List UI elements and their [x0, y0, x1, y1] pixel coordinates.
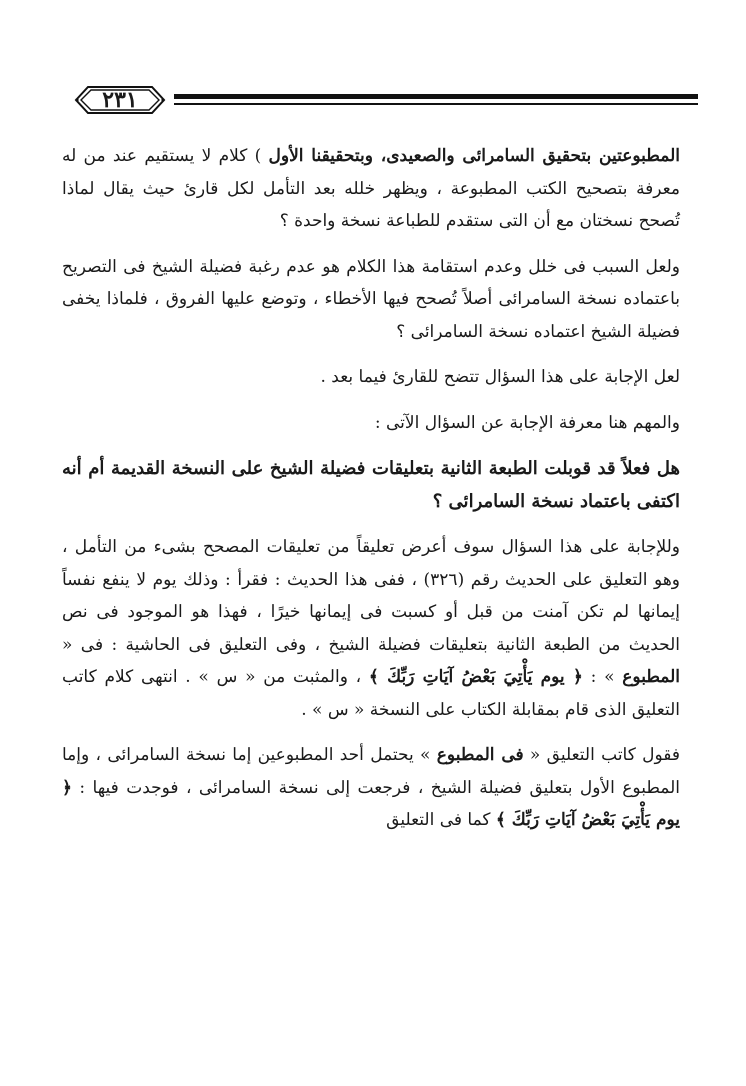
page-header: [62, 84, 698, 118]
bold-phrase: المطبوع: [622, 667, 680, 687]
header-rule-thick: [174, 94, 698, 99]
page-body: [62, 140, 680, 837]
paragraph-text: ) كلام لا يستقيم عند من له معرفة بتصحيح الكتب المطبوعة ، ويظهر خلله بعد التأمل لكل قارئ حيث يقال لماذا تُصحح نسختان مع أن التى ستقدم للطباعة نسخة واحدة ؟: [62, 146, 680, 231]
paragraph-text: وللإجابة على هذا السؤال سوف أعرض تعليقاً من تعليقات المصحح بشىء من التأمل ، وهو التعليق على الحديث رقم (٣٢٦) ، ففى هذا الحديث : فقرأ : وذلك يوم لا ينفع نفساً إيمانها لم تكن آمنت من قبل أو كسبت فى إيمانها خيرًا ، فهذا هو الموجود فى نص الحديث من الطبعة الثانية بتعليقات فضيلة الشيخ ، وفى التعليق فى الحاشية : فى «: [62, 537, 680, 655]
paragraph: لعل الإجابة على هذا السؤال تتضح للقارئ فيما بعد .: [320, 367, 680, 387]
paragraph-text: » يحتمل أحد المطبوعين إما نسخة السامرائى ، وإما المطبوع الأول بتعليق فضيلة الشيخ ، فرجعت إلى نسخة السامرائى ، فوجدت فيها :: [62, 745, 680, 798]
paragraph-text: » :: [582, 667, 623, 687]
paragraph: [62, 140, 680, 238]
page-number: ٢٣١: [102, 87, 138, 113]
page-number-badge: [74, 85, 166, 115]
quran-verse: ﴿ يوم يَأْتِيَ بَعْضُ آيَاتِ رَبِّكَ ﴾: [62, 777, 680, 830]
paragraph-text: ، والمثبت من « س » . انتهى كلام كاتب التعليق الذى قام بمقابلة الكتاب على النسخة « س » .: [62, 667, 680, 720]
header-rule-thin: [174, 103, 698, 105]
bold-phrase: فى المطبوع: [436, 745, 524, 765]
paragraph: ولعل السبب فى خلل وعدم استقامة هذا الكلام هو عدم رغبة فضيلة الشيخ فى التصريح باعتماده نسخة السامرائى أصلاً تُصحح فيها الأخطاء ، وتوضع عليها الفروق ، فلماذا يخفى فضيلة الشيخ اعتماده نسخة السامرائى ؟: [62, 256, 680, 342]
paragraph: [62, 531, 680, 726]
quran-verse: ﴿ يوم يَأْتِيَ بَعْضُ آيَاتِ رَبِّكَ ﴾: [368, 667, 583, 687]
paragraph: والمهم هنا معرفة الإجابة عن السؤال الآتى :: [374, 412, 680, 433]
paragraph-text: كما فى التعليق: [386, 810, 496, 830]
question-heading: هل فعلاً قد قوبلت الطبعة الثانية بتعليقات فضيلة الشيخ على النسخة القديمة أم أنه اكتفى باعتماد نسخة السامرائى ؟: [62, 458, 680, 512]
bold-phrase: المطبوعتين بتحقيق السامرائى والصعيدى، وبتحقيقنا الأول: [268, 146, 680, 166]
paragraph-text: فقول كاتب التعليق «: [523, 745, 680, 765]
paragraph: [62, 739, 680, 837]
